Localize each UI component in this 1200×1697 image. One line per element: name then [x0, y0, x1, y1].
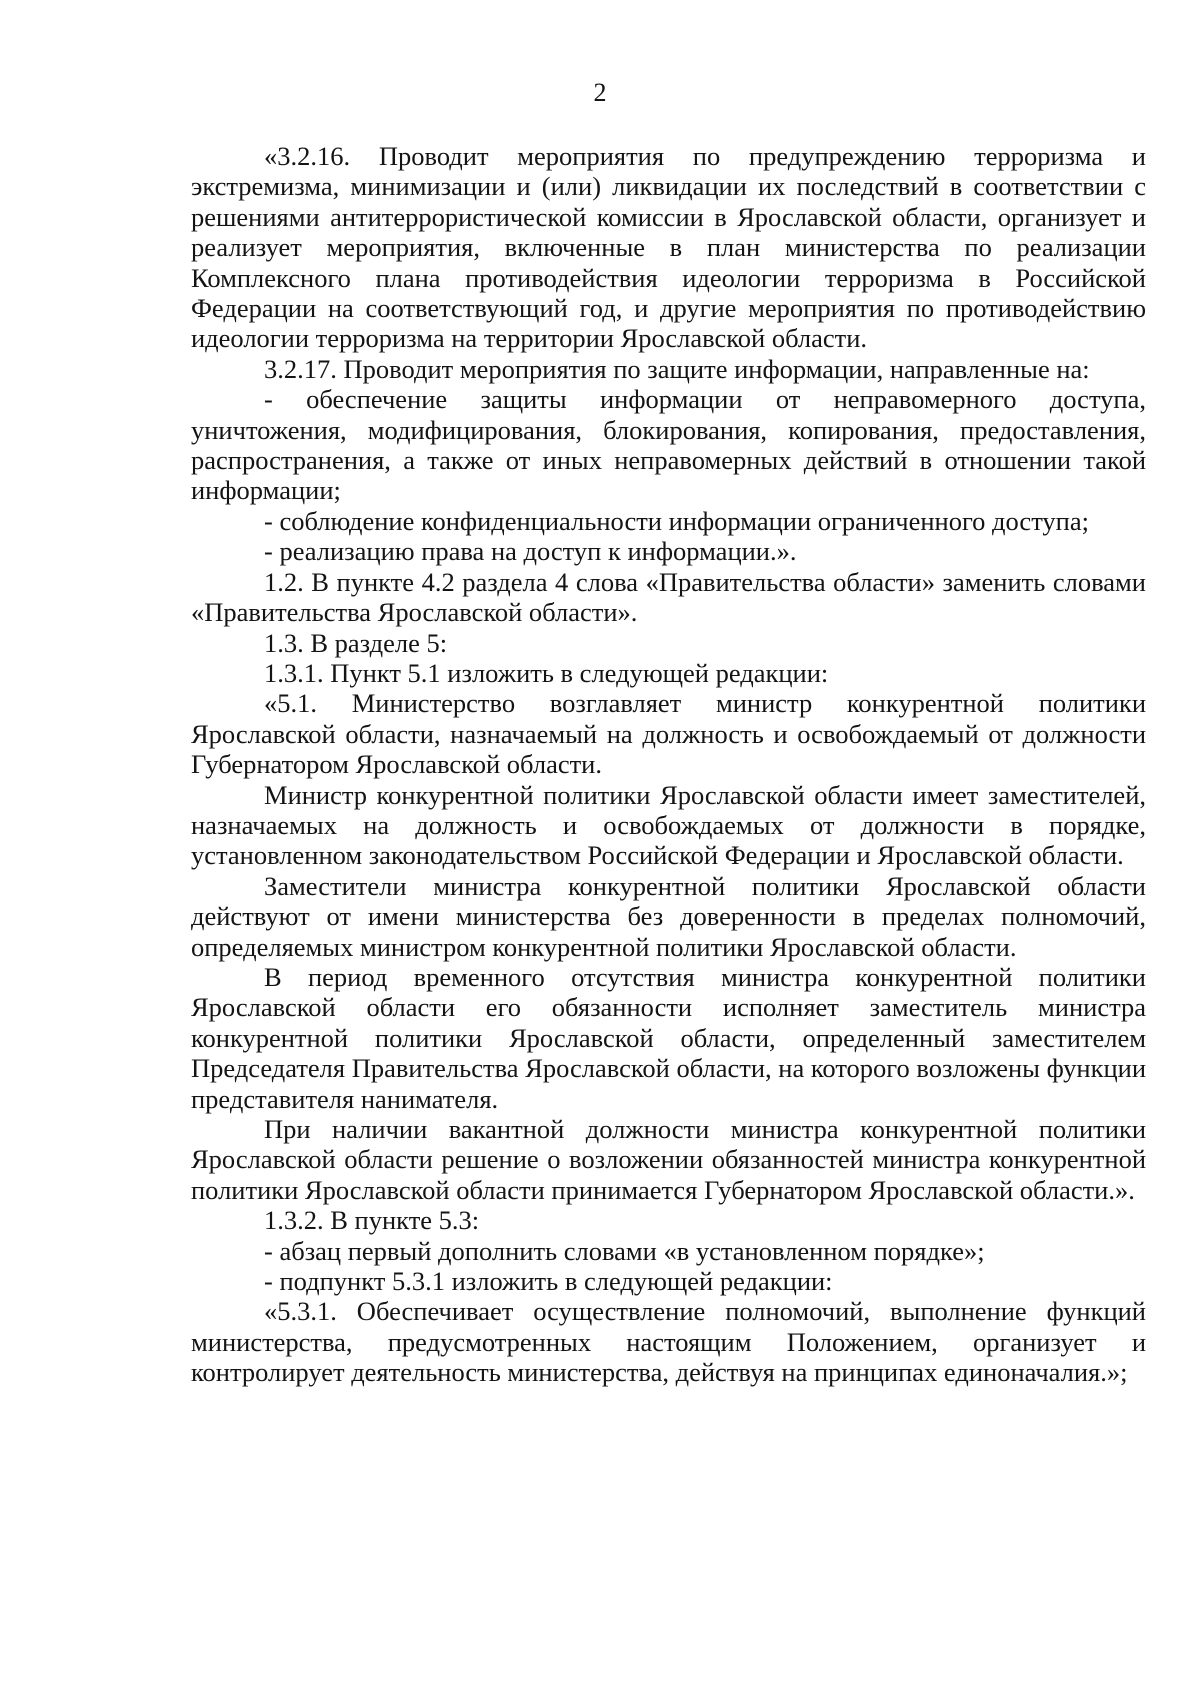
paragraph-1-3-1: 1.3.1. Пункт 5.1 изложить в следующей редакции: [264, 657, 829, 688]
paragraph-3-2-17: 3.2.17. Проводит мероприятия по защите информации, направленные на: [264, 353, 1090, 384]
paragraph-3-2-16: «3.2.16. Проводит мероприятия по предупреждению терроризма и экстремизма, минимизации и (или) ликвидации их последствий в соответствии с решениями антитеррористической комиссии в Ярославской области, организует и реализует мероприятия, включенные в план министерства по реализации Комплексного плана противодействия идеологии терроризма в Российской Федерации на соответствующий год, и другие мероприятия по противодействию идеологии терроризма на территории Ярославской области. [191, 141, 1146, 354]
paragraph-1-3: 1.3. В разделе 5: [264, 627, 448, 658]
page-number: 2 [593, 78, 607, 107]
list-item-protection: - обеспечение защиты информации от неправомерного доступа, уничтожения, модифицирования, блокирования, копирования, предоставления, распространения, а также от иных неправомерных действий в отношении такой информации; [191, 384, 1146, 506]
paragraph-5-1: «5.1. Министерство возглавляет министр конкурентной политики Ярославской области, назначаемый на должность и освобождаемый от должности Губернатором Ярославской области. [191, 688, 1146, 780]
paragraph-minister-deputies: Министр конкурентной политики Ярославской области имеет заместителей, назначаемых на должность и освобождаемых от должности в порядке, установленном законодательством Российской Федерации и Ярославской области. [191, 779, 1146, 871]
list-item-subpoint: - подпункт 5.3.1 изложить в следующей редакции: [264, 1266, 833, 1297]
paragraph-vacancy: При наличии вакантной должности министра конкурентной политики Ярославской области решение о возложении обязанностей министра конкурентной политики Ярославской области принимается Губернатором Ярославской области.». [191, 1114, 1146, 1205]
paragraph-deputies-act: Заместители министра конкурентной политики Ярославской области действуют от имени министерства без доверенности в пределах полномочий, определяемых министром конкурентной политики Ярославской области. [191, 870, 1146, 962]
paragraph-1-2: 1.2. В пункте 4.2 раздела 4 слова «Правительства области» заменить словами «Правительства Ярославской области». [191, 566, 1146, 628]
list-item-access-right: - реализацию права на доступ к информации.». [264, 536, 797, 567]
paragraph-temporary-absence: В период временного отсутствия министра конкурентной политики Ярославской области его обязанности исполняет заместитель министра конкурентной политики Ярославской области, определенный заместителем Председателя Правительства Ярославской области, на которого возложены функции представителя нанимателя. [191, 961, 1146, 1114]
document-body [191, 141, 1146, 1388]
list-item-first-paragraph: - абзац первый дополнить словами «в установленном порядке»; [264, 1235, 985, 1266]
list-item-confidentiality: - соблюдение конфиденциальности информации ограниченного доступа; [264, 505, 1089, 536]
paragraph-5-3-1: «5.3.1. Обеспечивает осуществление полномочий, выполнение функций министерства, предусмотренных настоящим Положением, организует и контролирует деятельность министерства, действуя на принципах единоначалия.»; [191, 1296, 1146, 1388]
paragraph-1-3-2: 1.3.2. В пункте 5.3: [264, 1205, 480, 1236]
